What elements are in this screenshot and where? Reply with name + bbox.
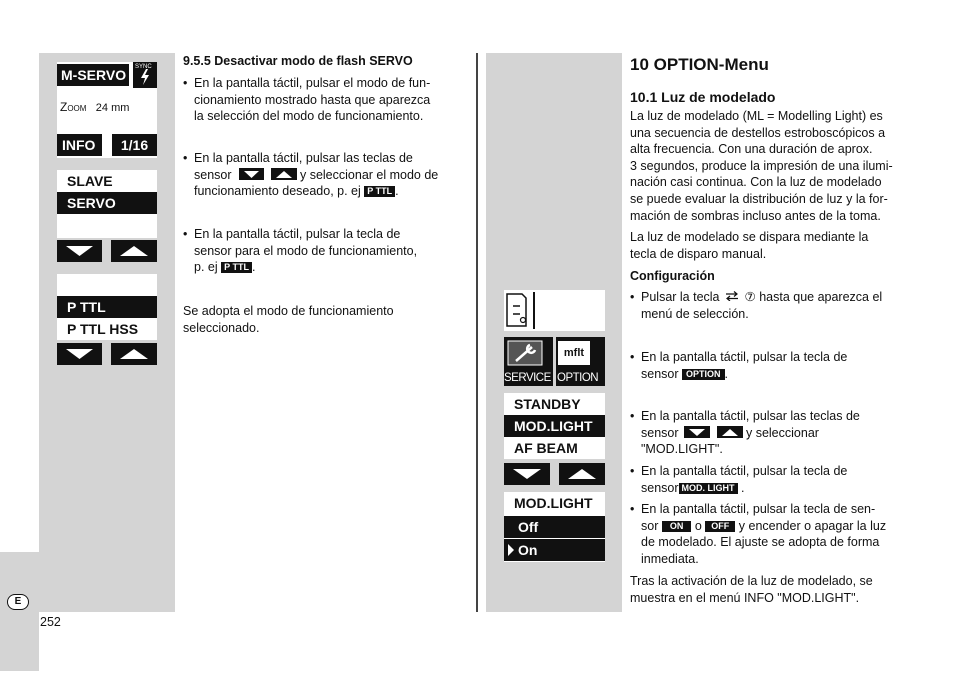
config-step-5: En la pantalla táctil, pulsar la tecla de sen- sor ON o OFF y encender o apagar la luz de modelado. El ajuste se adopta de forma inmediata. [641, 502, 887, 566]
modlight-title: MOD.LIGHT [514, 495, 593, 511]
up-key-chip [271, 168, 297, 180]
down-button-2[interactable] [57, 343, 102, 365]
mode-button[interactable]: M-SERVO [57, 64, 129, 86]
config-heading: Configuración [630, 269, 715, 283]
arrow-up-icon [111, 343, 157, 365]
config-step-2: En la pantalla táctil, pulsar la tecla de sensor OPTION . [641, 350, 848, 381]
column-divider [476, 53, 478, 612]
up-button[interactable] [111, 240, 157, 262]
arrow-down-icon [239, 168, 264, 180]
modlight-chip: MOD. LIGHT [679, 483, 738, 494]
ratio-button[interactable]: 1/16 [112, 134, 157, 156]
zoom-label: Zoom [60, 100, 87, 114]
display-main [57, 62, 157, 158]
pttl-chip: P TTL [221, 262, 252, 273]
arrow-up-icon [111, 240, 157, 262]
section-heading: 9.5.5 Desactivar modo de flash SERVO [183, 54, 413, 68]
chapter-title: 10 OPTION-Menu [630, 55, 769, 74]
option-tab[interactable] [556, 337, 605, 386]
display-mode-select-1 [57, 170, 157, 238]
mflt-icon: mflt [558, 341, 590, 365]
down-button[interactable] [57, 240, 102, 262]
wrench-icon [504, 337, 553, 371]
pttl-chip: P TTL [364, 186, 395, 197]
arrow-down-icon [57, 343, 102, 365]
up-button-3[interactable] [559, 463, 605, 485]
down-key-chip [684, 426, 710, 438]
on-option[interactable]: On [504, 539, 605, 561]
bullet-text: En la pantalla táctil, pulsar las teclas de sensor y seleccionar el modo de funcionamiento deseado, p. ej P TTL . [194, 151, 439, 199]
language-badge: E [7, 594, 29, 610]
option-chip: OPTION [682, 369, 725, 380]
pttl-hss-option[interactable]: P TTL HSS [67, 321, 139, 337]
arrow-up-icon [271, 168, 297, 180]
section-subtitle: 10.1 Luz de modelado [630, 89, 776, 105]
pttl-option[interactable]: P TTL [57, 296, 157, 318]
key-number: ⑦ [744, 290, 756, 304]
lightning-icon [133, 62, 157, 88]
bullet-text: En la pantalla táctil, pulsar la tecla de sensor para el modo de funcionamiento, p. ej P TTL . [194, 227, 418, 275]
modlight-option[interactable]: MOD.LIGHT [504, 415, 605, 437]
arrow-up-icon [559, 463, 605, 485]
modlight-display [504, 492, 605, 562]
slave-option[interactable]: SLAVE [67, 173, 113, 189]
off-chip: OFF [705, 521, 735, 532]
servo-option[interactable]: SERVO [57, 192, 157, 214]
service-label: SERVICE [504, 372, 551, 384]
up-button-2[interactable] [111, 343, 157, 365]
option-menu-display [504, 393, 605, 459]
arrow-down-icon [504, 463, 550, 485]
config-step-4: En la pantalla táctil, pulsar la tecla de sensor MOD. LIGHT . [641, 464, 848, 495]
off-option[interactable]: Off [504, 516, 605, 538]
down-key-chip [239, 168, 264, 180]
result-text: Se adopta el modo de funcionamiento seleccionado. [183, 304, 394, 335]
swap-arrows-icon [725, 291, 739, 301]
down-button-3[interactable] [504, 463, 550, 485]
trigger-paragraph: La luz de modelado se dispara mediante la tecla de disparo manual. [630, 230, 869, 261]
standby-option[interactable]: STANDBY [514, 396, 581, 412]
arrow-down-icon [684, 426, 710, 438]
zoom-value: 24 mm [95, 102, 130, 114]
afbeam-option[interactable]: AF BEAM [514, 440, 578, 456]
info-button[interactable]: INFO [57, 134, 102, 156]
language-tab [0, 552, 39, 671]
zoom-readout [60, 100, 129, 114]
flash-head-icon [504, 290, 544, 331]
final-paragraph: Tras la activación de la luz de modelado, se muestra en el menú INFO "MOD.LIGHT". [630, 574, 873, 605]
display-mode-select-2 [57, 274, 157, 340]
on-chip: ON [662, 521, 692, 532]
service-tab[interactable] [504, 337, 553, 386]
sync-label: SYNC [135, 64, 152, 70]
menu-select-display [504, 290, 605, 331]
config-step-1: Pulsar la tecla ⑦ hasta que aparezca el menú de selección. [641, 290, 883, 321]
arrow-up-icon [717, 426, 743, 438]
page-number: 252 [40, 615, 61, 629]
option-label: OPTION [557, 372, 599, 384]
bullet-text: En la pantalla táctil, pulsar el modo de fun- cionamiento mostrado hasta que aparezca la selección del modo de funcionamiento. [194, 76, 431, 124]
arrow-down-icon [57, 240, 102, 262]
config-step-3: En la pantalla táctil, pulsar las teclas de sensor y seleccionar "MOD.LIGHT". [641, 409, 860, 457]
selected-marker-icon [506, 539, 516, 561]
sync-button[interactable] [133, 62, 157, 88]
up-key-chip [717, 426, 743, 438]
intro-paragraph: La luz de modelado (ML = Modelling Light) es una secuencia de destellos estroboscópicos a alta frecuencia. Con una duración de aprox. 3 segundos, produce la impresión de una ilumi- nación casi continua. Con la luz de modelado se puede evaluar la distribución de luz y la for- mación de sombras incluso antes de la toma. [630, 109, 893, 223]
